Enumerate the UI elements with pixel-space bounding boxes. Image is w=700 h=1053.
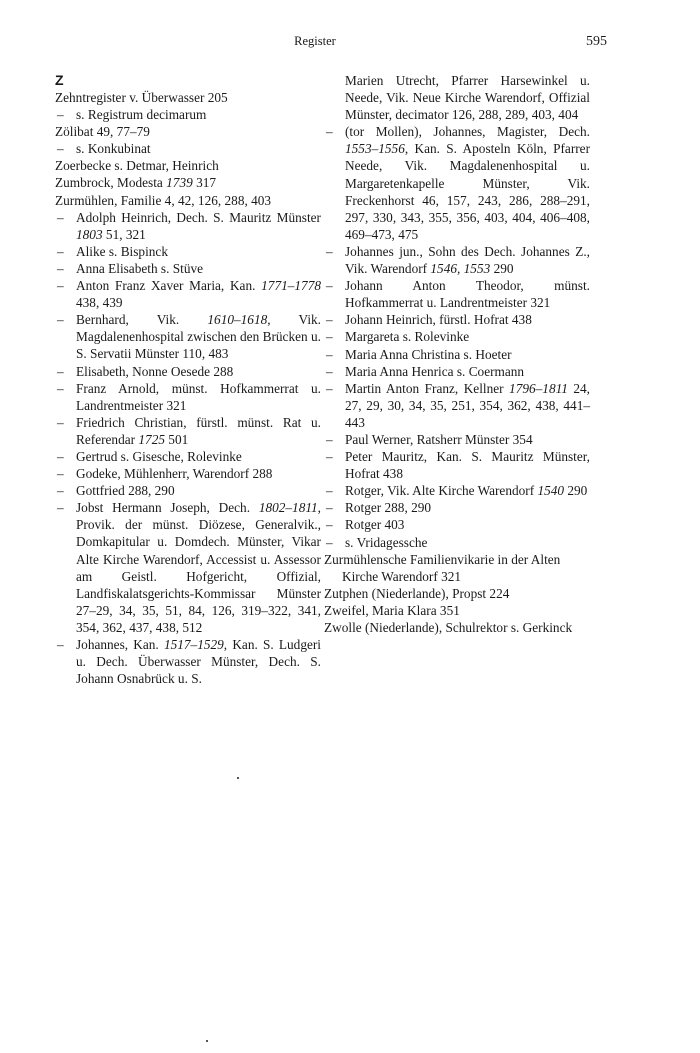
index-entry [324,602,590,619]
entry-text: Zoerbecke s. Detmar, Heinrich [55,158,219,174]
index-entry [55,311,321,362]
entry-text: Zehntregister v. Überwasser 205 [55,90,228,105]
index-entry [324,123,590,243]
entry-text: Godeke, Mühlenherr, Warendorf 288 [76,466,273,482]
entry-date: 1796–1811 [509,380,568,396]
index-entry [55,192,321,209]
entry-text: 51, 321 [102,226,146,242]
entry-text: Paul Werner, Ratsherr Münster 354 [345,431,533,447]
index-entry [324,551,590,585]
entry-text: Elisabeth, Nonne Oesede 288 [76,363,234,379]
running-title: Register [294,34,336,48]
entry-text: Rotger 403 [345,517,405,533]
subentry-dash: – [326,380,333,396]
entry-text: Alike s. Bispinck [76,243,168,259]
index-entry [55,465,321,482]
index-entry [55,380,321,414]
entry-text: 290 [564,483,588,499]
index-entry [55,260,321,277]
index-entry [55,277,321,311]
entry-text: Jobst Hermann Joseph, Dech. [76,500,259,516]
index-entry [55,363,321,380]
running-head [0,34,700,52]
index-entry [55,106,321,123]
section-letter: Z [55,72,64,88]
index-entry [324,499,590,516]
subentry-dash: – [57,312,64,328]
entry-text: Zweifel, Maria Klara 351 [324,602,460,618]
index-entry [324,482,590,499]
index-entry [324,431,590,448]
subentry-dash: – [57,483,64,499]
subentry-dash: – [57,243,64,259]
entry-text: Anna Elisabeth s. Stüve [76,260,204,276]
entry-text: 290 [490,261,514,277]
entry-text: Zutphen (Niederlande), Propst 224 [324,585,510,601]
stray-mark [237,777,239,779]
entry-text: , Kan. S. Aposteln Köln, Pfarrer Neede, Vik. Magdalenenhospital u. Margaretenkapelle Münster, Vik. Freckenhorst 46, 157, 243, 286, 288–291, 297, 330, 343, 355, 356, 403, 404, 406–408, 469–473, 475 [345,141,590,242]
index-entry [55,482,321,499]
stray-mark [206,1040,208,1042]
entry-text: s. Registrum decimarum [76,107,207,123]
index-entry [55,414,321,448]
entry-text: Martin Anton Franz, Kellner [345,380,510,396]
index-entry [324,277,590,311]
page-number: 595 [586,34,607,49]
entry-text: Zwolle (Niederlande), Schulrektor s. Gerkinck [324,620,573,635]
index-entry [55,157,321,174]
subentry-dash: – [57,107,64,123]
index-entry [55,499,321,636]
right-column [324,72,590,636]
index-entry [324,380,590,431]
subentry-dash: – [57,363,64,379]
entry-text: Peter Mauritz, Kan. S. Mauritz Münster, Hofrat 438 [345,449,590,482]
subentry-dash: – [57,278,64,294]
subentry-dash: – [326,500,333,516]
subentry-dash: – [57,637,64,652]
entry-date: 1725 [138,431,165,447]
index-entry [324,619,590,636]
entry-date: 1546, 1553 [430,261,491,277]
entry-text: Rotger, Vik. Alte Kirche Warendorf [345,483,538,499]
subentry-dash: – [326,431,333,447]
subentry-dash: – [326,363,333,379]
entry-text: 24, 27, 29, 30, 34, 35, 251, 354, 362, 438, 441–443 [345,380,590,430]
entry-text: Maria Anna Christina s. Hoeter [345,346,512,362]
index-entry [55,140,321,157]
entry-text: Johannes, Kan. [76,637,164,652]
entry-text: Zölibat 49, 77–79 [55,124,150,140]
entry-text: , Provik. der münst. Diözese, Generalvik., Domkapitular u. Domdech. Münster, Vikar Alte Kirche Warendorf, Accessist u. Assessor am Geistl. Hofgericht, Offizial, Landfiskalatsgerichts-Kommissar Münster 27–29, 34, 35, 51, 84, 126, 319–322, 341, 354, 362, 437, 438, 512 [76,500,321,635]
entry-date: 1517–1529 [163,637,224,652]
subentry-dash: – [57,260,64,276]
entry-date: 1610–1618 [207,312,268,328]
index-entry [324,72,590,123]
entry-date: 1540 [537,483,565,499]
index-entry [324,516,590,533]
subentry-dash: – [326,243,333,259]
index-entry [55,123,321,140]
subentry-dash: – [57,141,64,157]
entry-text: 501 [164,431,189,447]
entry-text: Friedrich Christian, fürstl. münst. Rat u. Referendar [76,414,321,447]
left-column [55,72,321,687]
entry-date: 1739 [166,175,193,191]
subentry-dash: – [326,534,333,550]
index-entry [324,346,590,363]
subentry-dash: – [57,448,64,464]
entry-text: 317 [192,175,217,191]
entry-text: Johannes jun., Sohn des Dech. Johannes Z., Vik. Warendorf [345,243,590,277]
index-entry [324,585,590,602]
entry-text: Johann Heinrich, fürstl. Hofrat 438 [345,312,532,328]
entry-text: Rotger 288, 290 [345,500,432,516]
entry-date: 1803 [76,226,103,242]
index-entry [55,448,321,465]
entry-date: 1802–1811 [258,500,318,516]
subentry-dash: – [57,466,64,482]
subentry-dash: – [326,449,333,465]
index-entry [324,534,590,551]
entry-text: Franz Arnold, münst. Hofkammerrat u. Landrentmeister 321 [76,380,321,413]
subentry-dash: – [326,346,333,362]
subentry-dash: – [326,517,333,533]
entry-text: , Vik. Magdalenenhospital zwischen den Brücken u. S. Servatii Münster 110, 483 [76,312,321,362]
entry-text: (tor Mollen), Johannes, Magister, Dech. [345,124,590,140]
index-entry [324,328,590,345]
index-entry [55,174,321,191]
subentry-dash: – [57,380,64,396]
subentry-dash: – [326,312,333,328]
entry-text: Gottfried 288, 290 [76,483,175,499]
entry-text: Margareta s. Rolevinke [345,329,470,345]
entry-text: Marien Utrecht, Pfarrer Harsewinkel u. Neede, Vik. Neue Kirche Warendorf, Offizial Münster, decimator 126, 288, 289, 403, 404 [345,73,590,123]
subentry-dash: – [326,329,333,345]
subentry-dash: – [57,209,64,225]
entry-text: Bernhard, Vik. [76,312,208,328]
subentry-dash: – [326,124,333,140]
subentry-dash: – [326,278,333,294]
entry-text: 438, 439 [76,295,123,311]
subentry-dash: – [326,483,333,499]
entry-text: Adolph Heinrich, Dech. S. Mauritz Münster [76,209,321,225]
subentry-dash: – [57,500,64,516]
index-entry [324,243,590,277]
index-entry [55,243,321,260]
entry-date: 1553–1556 [345,141,405,157]
entry-text: Anton Franz Xaver Maria, Kan. [76,278,262,294]
index-entry [324,448,590,482]
entry-text: Johann Anton Theodor, münst. Hofkammerrat u. Landrentmeister 321 [345,278,590,311]
subentry-dash: – [57,414,64,430]
entry-text: s. Konkubinat [76,141,151,157]
index-entry [324,311,590,328]
index-entry [55,89,321,106]
entry-text: s. Vridagessche [345,534,428,550]
entry-text: Zurmühlen, Familie 4, 42, 126, 288, 403 [55,192,272,208]
entry-text: Zumbrock, Modesta [55,175,167,191]
entry-text: Maria Anna Henrica s. Coermann [345,363,525,379]
entry-text: , Kan. S. Ludgeri u. Dech. Überwasser Münster, Dech. S. Johann Osnabrück u. S. [76,637,321,687]
index-entry [55,209,321,243]
entry-text: Zurmühlensche Familienvikarie in der Alten Kirche Warendorf 321 [324,551,561,584]
index-entry [324,363,590,380]
entry-date: 1771–1778 [261,278,321,294]
index-entry [55,636,321,687]
entry-text: Gertrud s. Gisesche, Rolevinke [76,448,242,464]
